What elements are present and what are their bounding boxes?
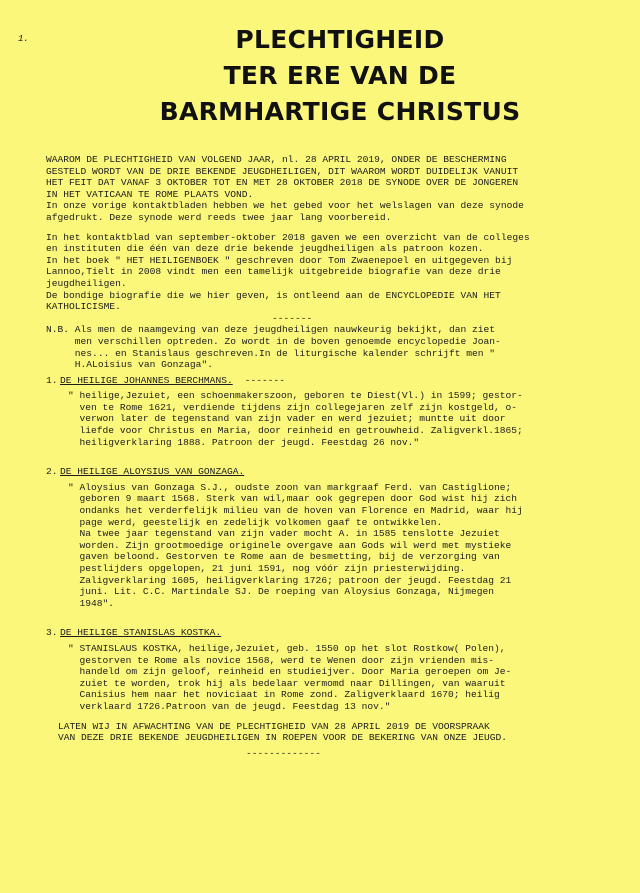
- text-line: " Aloysius van Gonzaga S.J., oudste zoon van markgraaf Ferd. van Castiglione;: [68, 481, 512, 493]
- text-line: afgedrukt. Deze synode werd reeds twee jaar lang voorbereid.: [46, 211, 392, 223]
- text-line: " STANISLAUS KOSTKA, heilige,Jezuiet, geb. 1550 op het slot Rostkow( Polen),: [68, 642, 506, 654]
- page-number: 1.: [18, 34, 29, 44]
- text-line: In het boek " HET HEILIGENBOEK " geschreven door Tom Zwaenepoel en uitgegeven bij: [46, 254, 513, 266]
- text-line: VAN DEZE DRIE BEKENDE JEUGDHEILIGEN IN ROEPEN VOOR DE BEKERING VAN ONZE JEUGD.: [58, 732, 508, 744]
- text-line: en instituten die één van deze drie bekende jeugdheiligen als patroon kozen.: [46, 243, 484, 255]
- section-title: DE HEILIGE JOHANNES BERCHMANS.: [60, 374, 233, 386]
- section-berchmans: [46, 375, 626, 449]
- text-line: HET FEIT DAT VANAF 3 OKTOBER TOT EN MET 28 OKTOBER 2018 DE SYNODE OVER DE JONGEREN: [46, 177, 519, 189]
- text-line: jeugdheiligen.: [46, 277, 127, 289]
- text-line: IN HET VATICAAN TE ROME PLAATS VOND.: [46, 188, 254, 200]
- separator: -------: [244, 374, 286, 386]
- title-line-2: TER ERE VAN DE: [223, 61, 457, 90]
- section-number: 2.: [46, 466, 58, 478]
- text-line: Na twee jaar tegenstand van zijn vader mocht A. in 1585 tenslotte Jezuiet: [68, 528, 500, 540]
- text-line: heiligverklaring 1888. Patroon der jeugd. Feestdag 26 nov.": [68, 436, 420, 448]
- page-title: [80, 22, 600, 130]
- text-line: 1948".: [68, 597, 115, 609]
- text-line: Lannoo,Tielt in 2008 vindt men een tamelijk uitgebreide biografie van deze drie: [46, 266, 501, 278]
- text-line: WAAROM DE PLECHTIGHEID VAN VOLGEND JAAR, nl. 28 APRIL 2019, ONDER DE BESCHERMING: [46, 154, 507, 165]
- section-title: DE HEILIGE ALOYSIUS VAN GONZAGA.: [60, 466, 245, 478]
- text-line: In onze vorige kontaktbladen hebben we het gebed voor het welslagen van deze synode: [46, 200, 524, 212]
- title-line-1: PLECHTIGHEID: [235, 25, 445, 54]
- text-line: gestorven te Rome als novice 1568, werd te Wenen door zijn vrienden mis-: [68, 654, 495, 666]
- title-line-3: BARMHARTIGE CHRISTUS: [159, 97, 521, 126]
- text-line: ven te Rome 1621, verdiende tijdens zijn collegejaren zelf zijn kostgeld, o-: [68, 401, 518, 413]
- text-line: N.B. Als men de naamgeving van deze jeugdheiligen nauwkeurig bekijkt, dan ziet: [46, 324, 496, 336]
- text-line: worden. Zijn grootmoedige originele overgave aan Gods wil werd met mystieke: [68, 539, 512, 551]
- text-line: juni. Lit. C.C. Martindale SJ. De roeping van Aloysius Gonzaga, Nijmegen: [68, 586, 495, 598]
- text-line: verwon later de tegenstand van zijn vader en werd jezuiet; muntte uit door: [68, 413, 506, 425]
- text-line: ondanks het verderfelijk milieu van de hoven van Florence en Madrid, waar hij: [68, 505, 523, 517]
- section-number: 3.: [46, 627, 58, 639]
- text-line: verklaard 1726.Patroon van de jeugd. Feestdag 13 nov.": [68, 700, 391, 712]
- separator: -------: [272, 312, 313, 324]
- text-line: H.ALoisius van Gonzaga".: [46, 359, 213, 371]
- text-line: LATEN WIJ IN AFWACHTING VAN DE PLECHTIGHEID VAN 28 APRIL 2019 DE VOORSPRAAK: [58, 720, 490, 732]
- section-title: DE HEILIGE STANISLAS KOSTKA.: [60, 627, 222, 639]
- text-line: Canisius hem naar het noviciaat in Rome zond. Zaligverklaard 1670; heilig: [68, 689, 500, 701]
- text-line: In het kontaktblad van september-oktober 2018 gaven we een overzicht van de colleges: [46, 231, 530, 243]
- closing-paragraph: [46, 721, 626, 744]
- text-line: De bondige biografie die we hier geven, is ontleend aan de ENCYCLOPEDIE VAN HET: [46, 289, 501, 301]
- text-line: pestlijders opgelopen, 21 juni 1591, nog vóór zijn priesterwijding.: [68, 563, 466, 574]
- text-line: nes... en Stanislaus geschreven.In de liturgische kalender schrijft men ": [46, 347, 496, 359]
- text-line: zuiet te worden, trok hij als bedelaar vermomd naar Dillingen, van waaruit: [68, 677, 506, 689]
- text-line: gaven beloond. Gestorven te Rome aan de besmetting, bij de verzorging van: [68, 551, 500, 563]
- text-line: " heilige,Jezuiet, een schoenmakerszoon, geboren te Diest(Vl.) in 1599; gestor-: [68, 390, 523, 402]
- text-line: handeld om zijn geloof, reinheid en studieijver. Door Maria geroepen om Je-: [68, 666, 512, 678]
- section-kostka: [46, 627, 626, 712]
- text-line: page werd, geestelijk en zedelijk volkomen gaaf te ontwikkelen.: [68, 516, 443, 528]
- text-line: KATHOLICISME.: [46, 301, 121, 313]
- text-line: men verschillen optreden. Zo wordt in de boven genoemde encyclopedie Joan-: [46, 335, 501, 347]
- text-line: GESTELD WORDT VAN DE DRIE BEKENDE JEUGDHEILIGEN, DIT WAAROM WORDT DUIDELIJK VANUIT: [46, 165, 519, 177]
- section-gonzaga: [46, 466, 626, 609]
- note-paragraph: [46, 324, 626, 370]
- document-body: [46, 154, 626, 759]
- text-line: geboren 9 maart 1568. Sterk van wil,maar ook gegrepen door God wist hij zich: [68, 493, 518, 505]
- section-number: 1.: [46, 374, 58, 386]
- colleges-paragraph: [46, 232, 626, 313]
- intro-paragraph: [46, 154, 626, 224]
- text-line: liefde voor Christus en Maria, door reinheid en getrouwheid. Zaligverkl.1865;: [68, 425, 523, 437]
- text-line: Zaligverklaring 1605, heiligverklaring 1726; patroon der jeugd. Feestdag 21: [68, 574, 512, 586]
- end-separator: -------------: [246, 747, 321, 759]
